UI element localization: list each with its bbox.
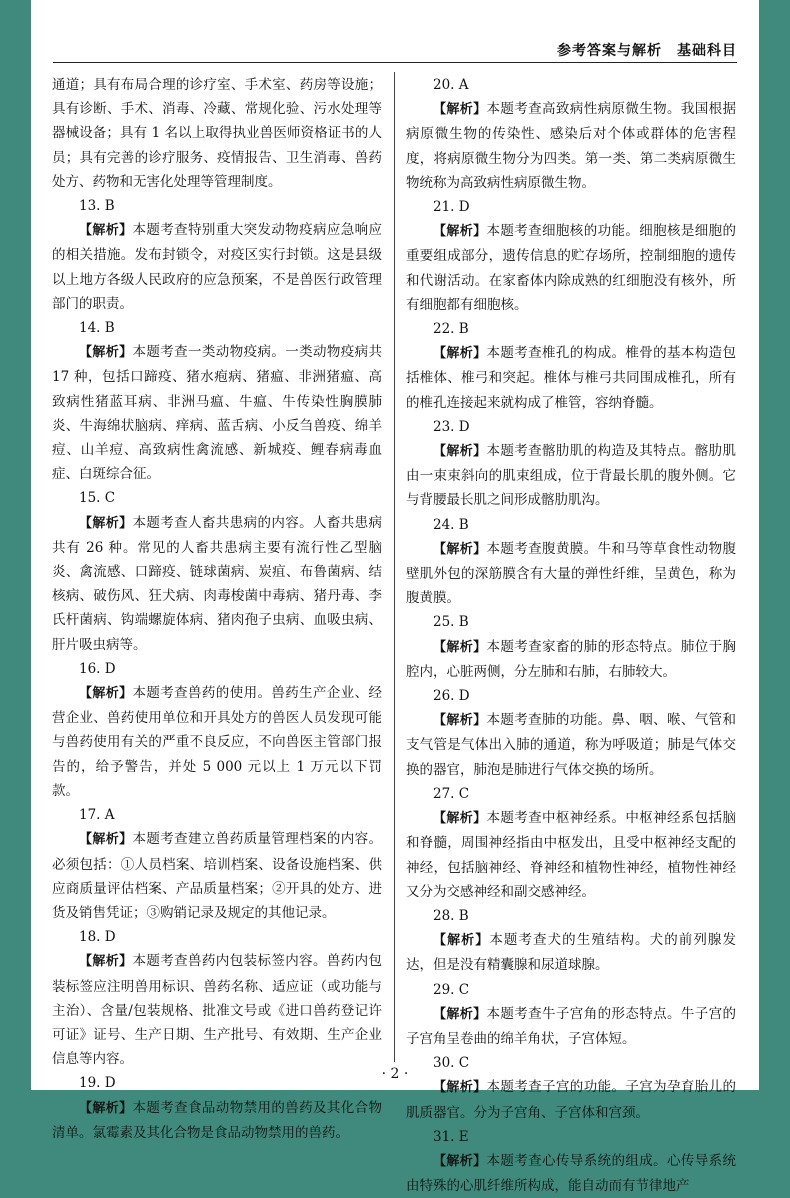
analysis-paragraph (406, 1002, 736, 1051)
analysis-text: 本题考查细胞核的功能。细胞核是细胞的重要组成部分，遗传信息的贮存场所，控制细胞的遗传和代谢活动。在家畜体内除成熟的红细胞没有核外，所有细胞都有细胞核。 (406, 223, 736, 313)
analysis-text: 本题考查特别重大突发动物疫病应急响应的相关措施。发布封锁令，对疫区实行封锁。这是县级以上地方各级人民政府的应急预案，不是兽医行政管理部门的职责。 (52, 222, 382, 312)
question-number: 29. C (433, 981, 470, 998)
analysis-text: 本题考查高致病性病原微生物。我国根据病原微生物的传染性、感染后对个体或群体的危害程度，将病原微生物分为四类。第一类、第二类病原微生物统称为高致病性病原微生物。 (406, 101, 736, 191)
analysis-tag: 【解析】 (79, 515, 133, 531)
question-number: 16. D (79, 660, 116, 677)
analysis-text: 本题考查腹黄膜。牛和马等草食性动物腹壁肌外包的深筋膜含有大量的弹性纤维，呈黄色，称为腹黄膜。 (406, 540, 736, 607)
analysis-text: 本题考查犬的生殖结构。犬的前列腺发达，但是没有精囊腺和尿道球腺。 (406, 932, 736, 974)
question-number: 22. B (433, 321, 469, 338)
question-number: 27. C (433, 785, 470, 802)
analysis-paragraph (52, 949, 382, 1071)
question-number: 24. B (433, 516, 469, 533)
left-column (52, 73, 382, 1145)
analysis-tag: 【解析】 (79, 345, 133, 361)
analysis-tag: 【解析】 (433, 444, 487, 460)
analysis-text: 本题考查子宫的功能。子宫为孕育胎儿的肌质器官。分为子宫角、子宫体和宫颈。 (406, 1079, 736, 1121)
analysis-paragraph (52, 218, 382, 316)
analysis-tag: 【解析】 (433, 102, 487, 118)
analysis-paragraph (406, 1149, 736, 1198)
analysis-text: 本题考查肺的功能。鼻、咽、喉、气管和支气管是气体出入肺的通道，称为呼吸道；肺是气体交换的器官，肺泡是肺进行气体交换的场所。 (406, 712, 736, 778)
header-title: 参考答案与解析 基础科目 (557, 43, 737, 59)
question-number: 28. B (433, 907, 469, 924)
analysis-tag: 【解析】 (433, 346, 487, 362)
analysis-tag: 【解析】 (79, 223, 133, 239)
analysis-tag: 【解析】 (79, 832, 133, 848)
analysis-text: 本题考查人畜共患病的内容。人畜共患病共有 26 种。常见的人畜共患病主要有流行性乙型脑炎、禽流感、口蹄疫、链球菌病、炭疽、布鲁菌病、结核病、破伤风、狂犬病、肉毒梭菌中毒病、猪丹毒、李氏杆菌病、钩端螺旋体病、猪肉孢子虫病、血吸虫病、肝片吸虫病等。 (52, 514, 382, 653)
analysis-text: 本题考查牛子宫角的形态特点。牛子宫的子宫角呈卷曲的绵羊角状，子宫体短。 (406, 1005, 736, 1047)
question-number: 14. B (79, 320, 115, 337)
analysis-text: 本题考查中枢神经系。中枢神经系包括脑和脊髓，周围神经指由中枢发出，且受中枢神经支配的神经，包括脑神经、脊神经和植物性神经，植物性神经又分为交感神经和副交感神经。 (406, 810, 736, 900)
analysis-paragraph (406, 635, 736, 684)
analysis-paragraph (406, 1075, 736, 1124)
question-number: 30. C (433, 1055, 470, 1072)
question-number: 19. D (79, 1075, 116, 1092)
analysis-paragraph (52, 681, 382, 803)
question-number: 13. B (79, 198, 115, 215)
analysis-paragraph (406, 341, 736, 415)
analysis-text: 本题考查建立兽药质量管理档案的内容。必须包括：①人员档案、培训档案、设备设施档案、供应商质量评估档案、产品质量档案；②开具的处方、进货及销售凭证；③购销记录及规定的其他记录。 (52, 831, 382, 921)
question-number: 23. D (433, 418, 470, 435)
question-number: 25. B (433, 614, 469, 631)
analysis-tag: 【解析】 (433, 1080, 487, 1096)
analysis-tag: 【解析】 (433, 541, 487, 557)
column-divider (394, 72, 395, 1062)
page-header (53, 38, 737, 63)
analysis-text: 本题考查兽药的使用。兽药生产企业、经营企业、兽药使用单位和开具处方的兽医人员发现可能与兽药使用有关的严重不良反应，不向兽医主管部门报告的，给予警告，并处 5 000 元以上 1 万元以下罚款。 (52, 685, 382, 799)
question-number: 21. D (433, 199, 470, 216)
analysis-text: 本题考查髂肋肌的构造及其特点。髂肋肌由一束束斜向的肌束组成，位于背最长肌的腹外侧。它与背腰最长肌之间形成髂肋肌沟。 (406, 443, 736, 509)
analysis-tag: 【解析】 (433, 713, 487, 729)
analysis-text: 本题考查椎孔的构成。椎骨的基本构造包括椎体、椎弓和突起。椎体与椎弓共同围成椎孔，所有的椎孔连接起来就构成了椎管，容纳脊髓。 (406, 345, 736, 411)
analysis-paragraph (406, 219, 736, 317)
question-number: 20. A (433, 77, 469, 93)
analysis-text: 本题考查心传导系统的组成。心传导系统由特殊的心肌纤维所构成，能自动而有节律地产 (406, 1152, 736, 1195)
analysis-tag: 【解析】 (433, 933, 490, 949)
analysis-tag: 【解析】 (79, 954, 133, 970)
document-page (31, 0, 759, 1195)
analysis-paragraph (52, 511, 382, 657)
right-column (406, 73, 736, 1198)
question-number: 31. E (433, 1128, 469, 1145)
question-number: 26. D (433, 688, 470, 705)
analysis-paragraph (406, 708, 736, 782)
analysis-tag: 【解析】 (433, 1006, 487, 1022)
analysis-text: 本题考查一类动物疫病。一类动物疫病共 17 种，包括口蹄疫、猪水疱病、猪瘟、非洲猪瘟、高致病性猪蓝耳病、非洲马瘟、牛瘟、牛传染性胸膜肺炎、牛海绵状脑病、痒病、蓝舌病、小反刍兽疫、绵羊痘、山羊痘、高致病性禽流感、新城疫、鲤春病毒血症、白斑综合征。 (52, 344, 382, 483)
analysis-paragraph (406, 806, 736, 904)
question-number: 15. C (79, 490, 116, 507)
analysis-tag: 【解析】 (433, 224, 487, 240)
analysis-tag: 【解析】 (79, 686, 133, 702)
question-number: 18. D (79, 929, 116, 946)
continued-paragraph: 通道；具有布局合理的诊疗室、手术室、药房等设施；具有诊断、手术、消毒、冷藏、常规化验、污水处理等器械设备；具有 1 名以上取得执业兽医师资格证书的人员；具有完善的诊疗服务、疫情报告、卫生消毒、兽药处方、药物和无害化处理等管理制度。 (52, 77, 382, 190)
analysis-paragraph (406, 439, 736, 513)
analysis-paragraph (52, 827, 382, 925)
analysis-text: 本题考查兽药内包装标签内容。兽药内包装标签应注明兽用标识、兽药名称、适应证（或功能与主治）、含量/包装规格、批准文号或《进口兽药登记许可证》证号、生产日期、生产批号、有效期、生产企业信息等内容。 (52, 953, 382, 1068)
analysis-tag: 【解析】 (433, 1153, 487, 1169)
page-number: · 2 · (381, 1066, 409, 1082)
analysis-tag: 【解析】 (433, 811, 487, 827)
analysis-paragraph (406, 537, 736, 611)
analysis-paragraph (52, 340, 382, 486)
analysis-tag: 【解析】 (79, 1100, 133, 1116)
analysis-text: 本题考查食品动物禁用的兽药及其化合物清单。氯霉素及其化合物是食品动物禁用的兽药。 (52, 1099, 382, 1141)
analysis-text: 本题考查家畜的肺的形态特点。肺位于胸腔内，心脏两侧，分左肺和右肺，右肺较大。 (406, 638, 736, 680)
question-number: 17. A (79, 807, 115, 824)
analysis-paragraph (406, 928, 736, 977)
analysis-paragraph (406, 97, 736, 195)
analysis-tag: 【解析】 (433, 639, 487, 655)
